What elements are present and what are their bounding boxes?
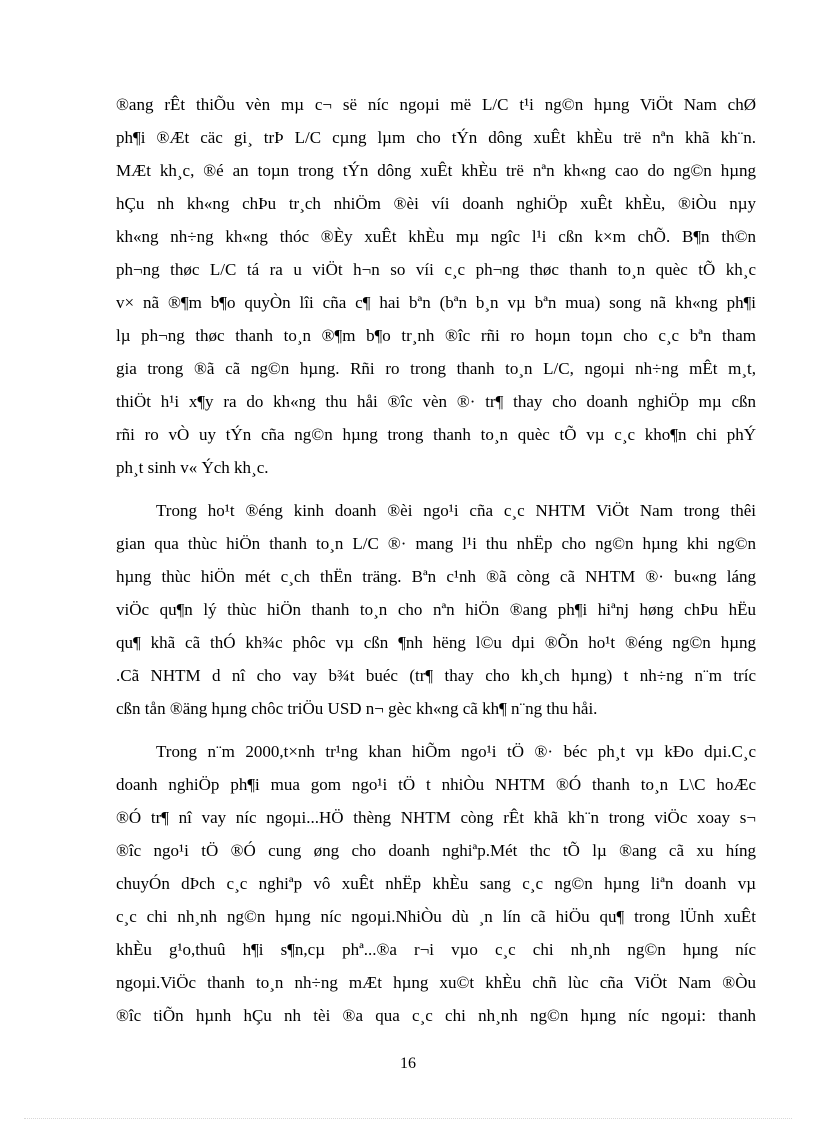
text-line: qu¶ khã cã thÓ kh¾c phôc vµ cßn ¶nh hëng l©u dµi ®Õn ho¹t ®éng ng©n hµng [116,633,756,652]
text-line: gia trong ®ã cã ng©n hµng. Rñi ro trong thanh to¸n L/C, ngoµi nh÷ng mÊt m¸t, [116,359,756,378]
text-line: ph¶i ®Æt cäc gi¸ trÞ L/C cµng lµm cho tÝn dông xuÊt khÈu trë nªn khã kh¨n. [116,128,756,147]
text-line: Trong ho¹t ®éng kinh doanh ®èi ngo¹i cña c¸c NHTM ViÖt Nam trong thêi [156,501,756,520]
text-line: doanh nghiÖp ph¶i mua gom ngo¹i tÖ t nhiÒu NHTM ®Ó thanh to¸n L\C hoÆc [116,775,756,794]
text-line: gian qua thùc hiÖn thanh to¸n L/C ®· mang l¹i thu nhËp cho ng©n hµng khi ng©n [116,534,756,553]
text-line: cßn tån ®äng hµng chôc triÖu USD n¬ gèc kh«ng cã kh¶ n¨ng thu håi. [116,699,598,718]
text-line: ®Ó tr¶ nî vay níc ngoµi...HÖ thèng NHTM còng rÊt khã kh¨n trong viÖc xoay s¬ [116,808,756,827]
text-line: ngoµi.ViÖc thanh to¸n nh÷ng mÆt hµng xu©t khÈu chñ lùc cña ViÖt Nam ®Òu [116,973,756,992]
text-line: c¸c chi nh¸nh ng©n hµng níc ngoµi.NhiÒu dù ¸n lín cã hiÖu qu¶ trong lÜnh xuÊt [116,907,756,926]
text-line: thiÖt h¹i x¶y ra do kh«ng thu håi ®îc vèn ®· tr¶ thay cho doanh nghiÖp mµ cßn [116,392,756,411]
page-bottom-divider [24,1118,792,1119]
text-line: ph¬ng thøc L/C tá ra u viÖt h¬n so víi c¸c ph¬ng thøc thanh to¸n quèc tÕ kh¸c [116,260,756,279]
text-line: hÇu nh kh«ng chÞu tr¸ch nhiÖm ®èi víi doanh nghiÖp xuÊt khÈu, ®iÒu nµy [116,194,756,213]
text-line: MÆt kh¸c, ®é an toµn trong tÝn dông xuÊt khÈu trë nªn kh«ng cao do ng©n hµng [116,161,756,180]
text-line: ph¸t sinh v« Ých kh¸c. [116,458,269,477]
text-line: rñi ro vÒ uy tÝn cña ng©n hµng trong thanh to¸n quèc tÕ vµ c¸c kho¶n chi phÝ [116,425,756,444]
page-number: 16 [400,1055,416,1072]
text-line: viÖc qu¶n lý thùc hiÖn thanh to¸n cho nªn hiÖn ®ang ph¶i hiªnj høng chÞu hËu [116,600,756,619]
text-line: ®îc ngo¹i tÖ ®Ó cung øng cho doanh nghiªp.Mét thc tÕ lµ ®ang cã xu híng [116,841,756,860]
text-line: ®ang rÊt thiÕu vèn mµ c¬ së níc ngoµi më L/C t¹i ng©n hµng ViÖt Nam chØ [116,95,756,114]
text-line: v× nã ®¶m b¶o quyÒn lîi cña c¶ hai bªn (bªn b¸n vµ bªn mua) song nã kh«ng ph¶i [116,293,756,312]
paragraph-2 [116,494,756,725]
text-line: ®îc tiÕn hµnh hÇu nh tèi ®a qua c¸c chi nh¸nh ng©n hµng níc ngoµi: thanh [116,1006,756,1025]
text-line: khÈu g¹o,thuû h¶i s¶n,cµ phª...®a r¬i vµo c¸c chi nh¸nh ng©n hµng níc [116,940,756,959]
text-line: Trong n¨m 2000,t×nh tr¹ng khan hiÕm ngo¹i tÖ ®· béc ph¸t vµ kÐo dµi.C¸c [156,742,756,761]
paragraph-spacer [116,484,756,494]
paragraph-1 [116,88,756,484]
text-line: .Cã NHTM d nî cho vay b¾t buéc (tr¶ thay cho kh¸ch hµng) t nh÷ng n¨m tríc [116,666,756,685]
text-line: kh«ng nh÷ng kh«ng thóc ®Èy xuÊt khÈu mµ ngîc l¹i cßn k×m chÕ. B¶n th©n [116,227,756,246]
text-line: hµng thùc hiÖn mét c¸ch thËn träng. Bªn c¹nh ®ã còng cã NHTM ®· bu«ng láng [116,567,756,586]
paragraph-3 [116,735,756,1032]
text-line: chuyÓn dÞch c¸c nghiªp vô xuÊt nhËp khÈu sang c¸c ng©n hµng liªn doanh vµ [116,874,756,893]
body-text [116,88,756,1032]
paragraph-spacer [116,725,756,735]
text-line: lµ ph¬ng thøc thanh to¸n ®¶m b¶o tr¸nh ®îc rñi ro hoµn toµn cho c¸c bªn tham [116,326,756,345]
